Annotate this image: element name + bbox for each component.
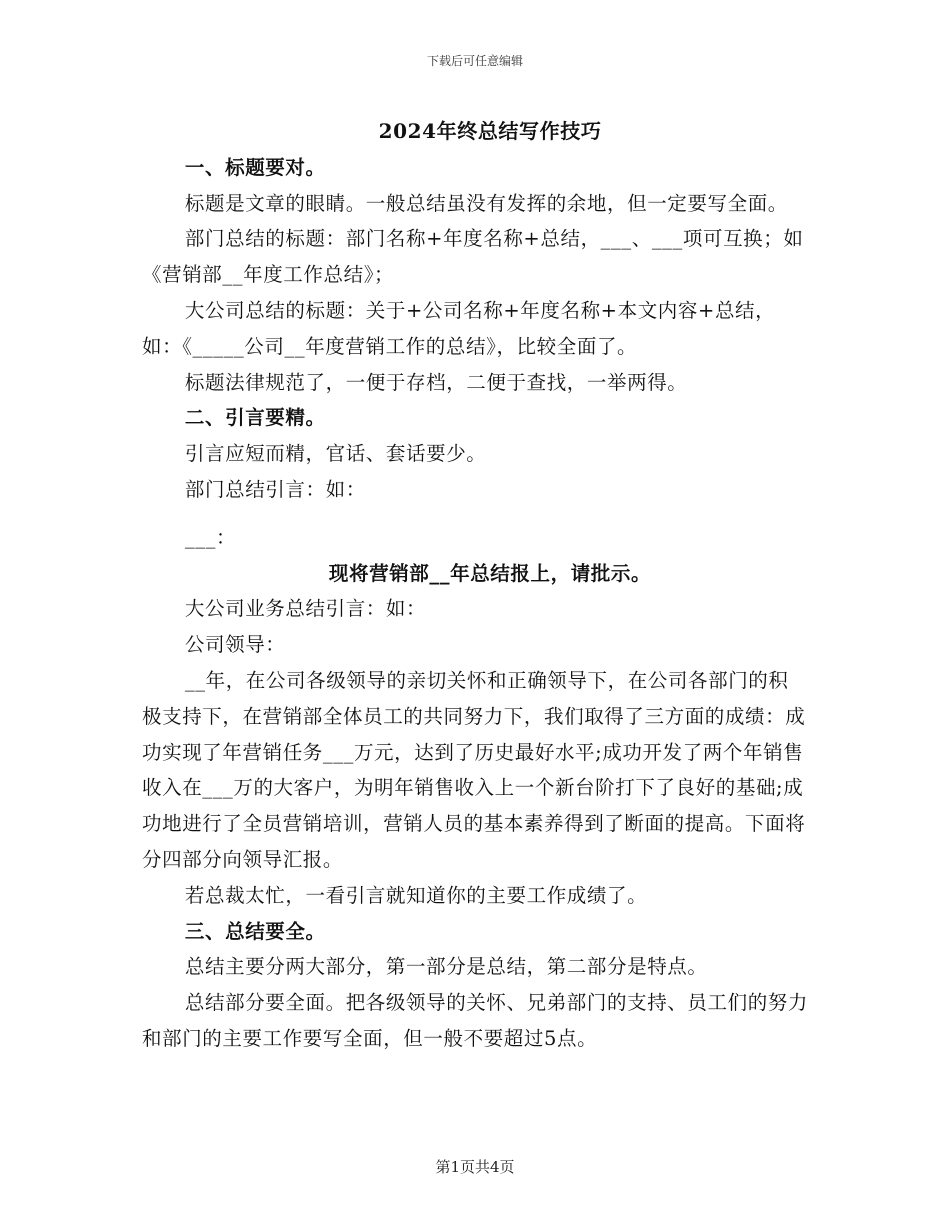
paragraph: __年，在公司各级领导的亲切关怀和正确领导下，在公司各部门的积极支持下，在营销部全体员工的共同努力下，我们取得了三方面的成绩：成功实现了年营销任务___万元，达到了历史最好水平;成功开发了两个年销售收入在___万的大客户，为明年销售收入上一个新台阶打下了良好的基础;成功地进行了全员营销培训，营销人员的基本素养得到了断面的提高。下面将分四部分向领导汇报。 — [142, 668, 806, 871]
centered-bold-line: 现将营销部__年总结报上，请批示。 — [328, 561, 652, 585]
paragraph: 总结主要分两大部分，第一部分是总结，第二部分是特点。 — [184, 955, 708, 979]
document-body — [142, 114, 808, 1057]
header-note: 下载后可任意编辑 — [426, 54, 523, 68]
paragraph: 标题法律规范了，一便于存档，二便于查找，一举两得。 — [184, 370, 688, 394]
paragraph: 大公司业务总结引言：如： — [184, 597, 427, 621]
section-heading-3: 三、总结要全。 — [184, 919, 326, 943]
spacer — [142, 508, 808, 520]
paragraph: 若总裁太忙，一看引言就知道你的主要工作成绩了。 — [184, 883, 648, 907]
paragraph: 大公司总结的标题：关于+公司名称+年度名称+本文内容+总结，如：《_____公司__年度营销工作的总结》，比较全面了。 — [142, 298, 776, 358]
section-heading-2: 二、引言要精。 — [184, 406, 326, 430]
paragraph: ___： — [184, 525, 237, 549]
paragraph: 标题是文章的眼睛。一般总结虽没有发挥的余地，但一定要写全面。 — [184, 191, 788, 215]
paragraph: 总结部分要全面。把各级领导的关怀、兄弟部门的支持、员工们的努力和部门的主要工作要写全面，但一般不要超过5点。 — [142, 991, 808, 1050]
paragraph: 部门总结的标题：部门名称+年度名称+总结，___、___项可互换；如《营销部__年度工作总结》； — [142, 227, 804, 287]
paragraph: 公司领导： — [184, 633, 286, 657]
paragraph: 引言应短而精，官话、套话要少。 — [184, 442, 487, 466]
paragraph: 部门总结引言：如： — [184, 477, 366, 501]
document-title: 2024年终总结写作技巧 — [378, 119, 602, 143]
section-heading-1: 一、标题要对。 — [184, 155, 326, 179]
page-number: 第1页共4页 — [435, 1158, 515, 1176]
